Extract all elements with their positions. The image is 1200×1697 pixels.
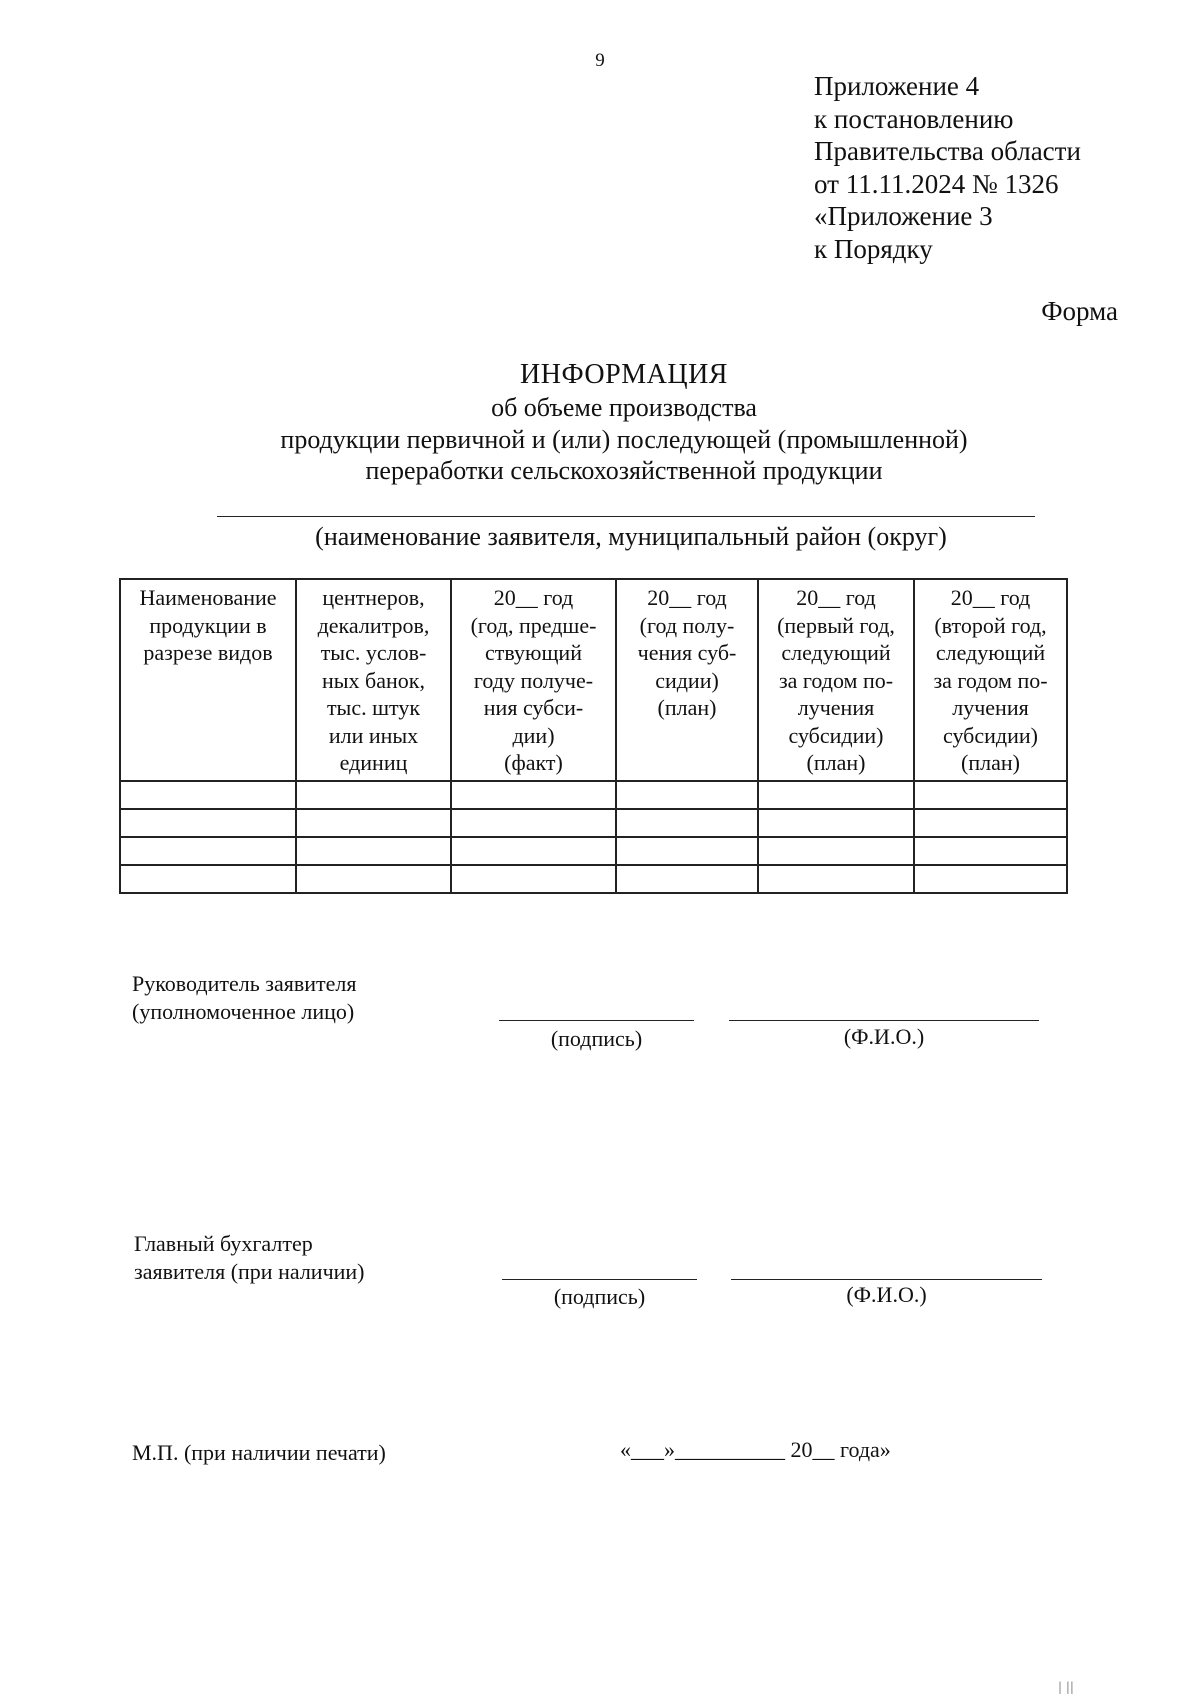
header-line: следующий xyxy=(935,640,1046,665)
header-second-next-year xyxy=(914,579,1067,781)
header-line: единиц xyxy=(339,750,408,775)
header-units xyxy=(296,579,451,781)
header-line: (план) xyxy=(961,750,1020,775)
table-header-row xyxy=(120,579,1067,781)
header-subsidy-year xyxy=(616,579,758,781)
header-line: продукции в xyxy=(149,612,267,638)
header-line: тыс. штук xyxy=(326,695,421,720)
head-signature-label xyxy=(132,970,356,1026)
table-cell[interactable] xyxy=(914,837,1067,865)
header-line: 20__ год xyxy=(950,585,1031,610)
table-row xyxy=(120,809,1067,837)
accountant-signature-caption: (подпись) xyxy=(553,1284,646,1309)
table-cell[interactable] xyxy=(451,781,616,809)
table-cell[interactable] xyxy=(758,809,914,837)
page-number: 9 xyxy=(595,50,605,71)
stamp-label: М.П. (при наличии печати) xyxy=(132,1440,386,1465)
applicant-caption: (наименование заявителя, муниципальный район (округ) xyxy=(315,522,947,551)
header-line: центнеров, xyxy=(322,585,425,610)
header-line: (второй год, xyxy=(934,612,1047,638)
table-cell[interactable] xyxy=(120,837,296,865)
table-cell[interactable] xyxy=(616,809,758,837)
header-previous-year xyxy=(451,579,616,781)
title-line: переработки сельскохозяйственной продукции xyxy=(365,456,883,485)
header-line: декалитров, xyxy=(317,612,430,638)
header-line: 20__ год xyxy=(647,585,727,610)
header-line: (первый год, xyxy=(777,612,895,638)
head-label-line: Руководитель заявителя xyxy=(132,971,357,996)
appendix-line: от 11.11.2024 № 1326 xyxy=(814,168,1059,199)
accountant-signature-label xyxy=(134,1230,365,1286)
table-cell[interactable] xyxy=(296,809,451,837)
table-cell[interactable] xyxy=(120,781,296,809)
table-cell[interactable] xyxy=(451,865,616,893)
header-line: или иных xyxy=(328,722,419,748)
table-cell[interactable] xyxy=(616,865,758,893)
header-line: разрезе видов xyxy=(143,640,273,665)
form-label: Форма xyxy=(1041,296,1118,326)
table-cell[interactable] xyxy=(616,837,758,865)
accountant-signature-line[interactable] xyxy=(502,1279,697,1280)
appendix-line: Приложение 4 xyxy=(814,71,980,101)
header-first-next-year xyxy=(758,579,914,781)
header-line: Наименование xyxy=(139,585,277,610)
appendix-line: к Порядку xyxy=(814,233,933,264)
title-line: продукции первичной и (или) последующей (промышленной) xyxy=(280,424,968,454)
header-line: лучения xyxy=(952,695,1029,720)
table-cell[interactable] xyxy=(120,865,296,893)
header-line: за годом по- xyxy=(933,667,1048,693)
header-line: (год полу- xyxy=(639,612,735,638)
header-line: сидии) xyxy=(655,667,719,693)
head-signature-caption: (подпись) xyxy=(550,1026,643,1051)
table-cell[interactable] xyxy=(120,809,296,837)
accountant-label-line: заявителя (при наличии) xyxy=(134,1259,365,1284)
document-title xyxy=(0,358,1200,487)
appendix-block xyxy=(814,70,1081,265)
header-line: субсидии) xyxy=(788,722,884,748)
table-cell[interactable] xyxy=(296,837,451,865)
table-cell[interactable] xyxy=(451,837,616,865)
header-line: (год, предше- xyxy=(470,612,597,638)
table-cell[interactable] xyxy=(758,865,914,893)
table-cell[interactable] xyxy=(296,865,451,893)
header-line: (факт) xyxy=(504,750,563,775)
table-cell[interactable] xyxy=(758,837,914,865)
header-line: тыс. услов- xyxy=(320,640,427,665)
table-cell[interactable] xyxy=(616,781,758,809)
header-line: дии) xyxy=(512,722,555,748)
accountant-name-caption: (Ф.И.О.) xyxy=(846,1282,927,1307)
appendix-line: «Приложение 3 xyxy=(814,201,993,231)
accountant-name-line[interactable] xyxy=(731,1279,1042,1280)
header-line: лучения xyxy=(797,695,875,720)
header-line: году получе- xyxy=(473,667,594,693)
appendix-line: Правительства области xyxy=(814,136,1081,166)
applicant-name-line[interactable] xyxy=(217,516,1035,517)
header-line: следующий xyxy=(781,640,891,665)
head-label-line: (уполномоченное лицо) xyxy=(132,999,355,1024)
table-cell[interactable] xyxy=(296,781,451,809)
header-line: ствующий xyxy=(485,640,582,665)
title-main: ИНФОРМАЦИЯ xyxy=(520,359,728,390)
table-cell[interactable] xyxy=(914,781,1067,809)
table-cell[interactable] xyxy=(914,809,1067,837)
header-line: (план) xyxy=(657,695,717,720)
header-line: ных банок, xyxy=(322,667,425,693)
date-line[interactable]: «___»__________ 20__ года» xyxy=(620,1437,891,1462)
header-line: 20__ год xyxy=(493,585,574,610)
appendix-line: к постановлению xyxy=(814,103,1014,134)
header-product-name xyxy=(120,579,296,781)
header-line: ния субси- xyxy=(483,695,584,720)
table-row xyxy=(120,781,1067,809)
scan-mark: | || xyxy=(1058,1680,1074,1694)
head-name-caption: (Ф.И.О.) xyxy=(843,1024,925,1049)
table-row xyxy=(120,837,1067,865)
header-line: субсидии) xyxy=(943,722,1038,748)
header-line: за годом по- xyxy=(778,667,894,693)
header-line: 20__ год xyxy=(796,585,876,610)
accountant-label-line: Главный бухгалтер xyxy=(134,1231,313,1256)
table-row xyxy=(120,865,1067,893)
table-cell[interactable] xyxy=(758,781,914,809)
header-line: (план) xyxy=(806,750,866,775)
title-line: об объеме производства xyxy=(491,393,757,422)
table-cell[interactable] xyxy=(914,865,1067,893)
production-info-table xyxy=(119,578,1068,894)
header-line: чения суб- xyxy=(637,640,737,665)
head-signature-line[interactable] xyxy=(499,1020,694,1021)
table-cell[interactable] xyxy=(451,809,616,837)
head-name-line[interactable] xyxy=(729,1020,1039,1021)
